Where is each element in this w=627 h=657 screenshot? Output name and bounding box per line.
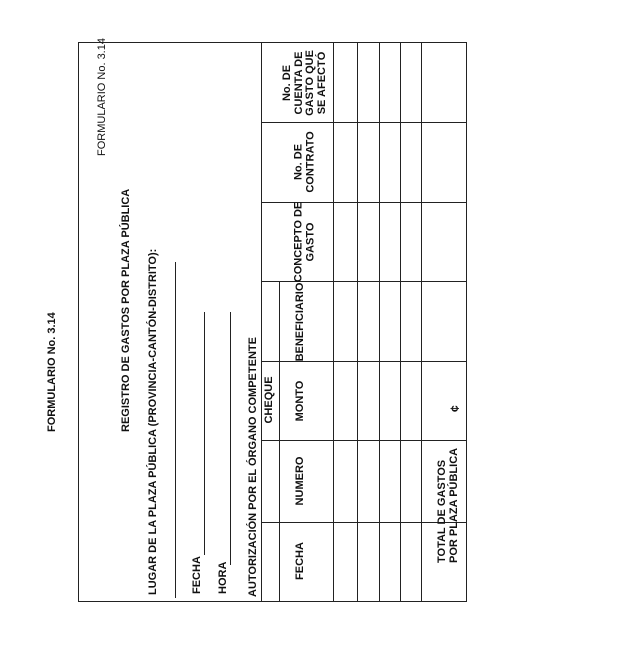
form-title: REGISTRO DE GASTOS POR PLAZA PÚBLICA — [120, 188, 132, 432]
col-divider-numero-monto — [261, 440, 467, 441]
row-line-4 — [421, 42, 422, 602]
col-header-contrato — [293, 131, 316, 192]
col-header-cuenta-line2: CUENTA DE — [292, 51, 305, 115]
hora-label: HORA — [217, 561, 229, 594]
col-header-contrato-line2: CONTRATO — [304, 131, 316, 193]
cheque-group-divider — [279, 281, 280, 602]
col-header-concepto-line1: CONCEPTO DE — [292, 201, 305, 283]
fecha-label: FECHA — [191, 556, 203, 594]
col-header-cuenta-line3: GASTO QUE — [304, 50, 316, 116]
col-header-beneficiario: BENEFICIARIO — [294, 282, 307, 362]
table-top-line — [261, 42, 467, 43]
form-corner-number: FORMULARIO No. 3.14 — [96, 38, 108, 156]
col-divider-monto-beneficiario — [261, 361, 467, 362]
col-header-cuenta-line4: SE AFECTÓ — [315, 51, 328, 115]
col-header-fecha: FECHA — [294, 542, 307, 580]
row-line-3 — [400, 42, 401, 602]
total-label — [436, 448, 460, 563]
col-header-numero: NUMERO — [294, 456, 307, 506]
currency-symbol: ¢ — [448, 405, 462, 412]
total-label-line1: TOTAL DE GASTOS — [436, 459, 448, 563]
total-label-line2: POR PLAZA PÚBLICA — [448, 447, 461, 563]
row-line-1 — [357, 42, 358, 602]
row-line-2 — [379, 42, 380, 602]
table-header-bottom-line — [333, 42, 334, 602]
col-header-monto: MONTO — [294, 380, 307, 422]
outer-form-number: FORMULARIO No. 3.14 — [46, 312, 58, 432]
autorizacion-label: AUTORIZACIÓN POR EL ÓRGANO COMPETENTE — [247, 337, 259, 597]
col-header-cuenta — [282, 50, 328, 116]
col-header-concepto — [293, 202, 316, 282]
hora-blank-line — [230, 312, 231, 565]
fecha-blank-line — [204, 312, 205, 555]
lugar-blank-line — [175, 262, 176, 598]
col-header-cuenta-line1: No. DE — [280, 64, 293, 102]
col-header-concepto-line2: GASTO — [304, 222, 316, 262]
col-header-contrato-line1: No. DE — [292, 143, 305, 181]
cheque-group-header: CHEQUE — [263, 376, 276, 424]
form-frame — [78, 42, 467, 602]
lugar-label: LUGAR DE LA PLAZA PÚBLICA (PROVINCIA-CANTÓN-DISTRITO): — [147, 248, 159, 595]
col-divider-contrato-cuenta — [261, 122, 467, 123]
table-left-line — [261, 42, 262, 602]
